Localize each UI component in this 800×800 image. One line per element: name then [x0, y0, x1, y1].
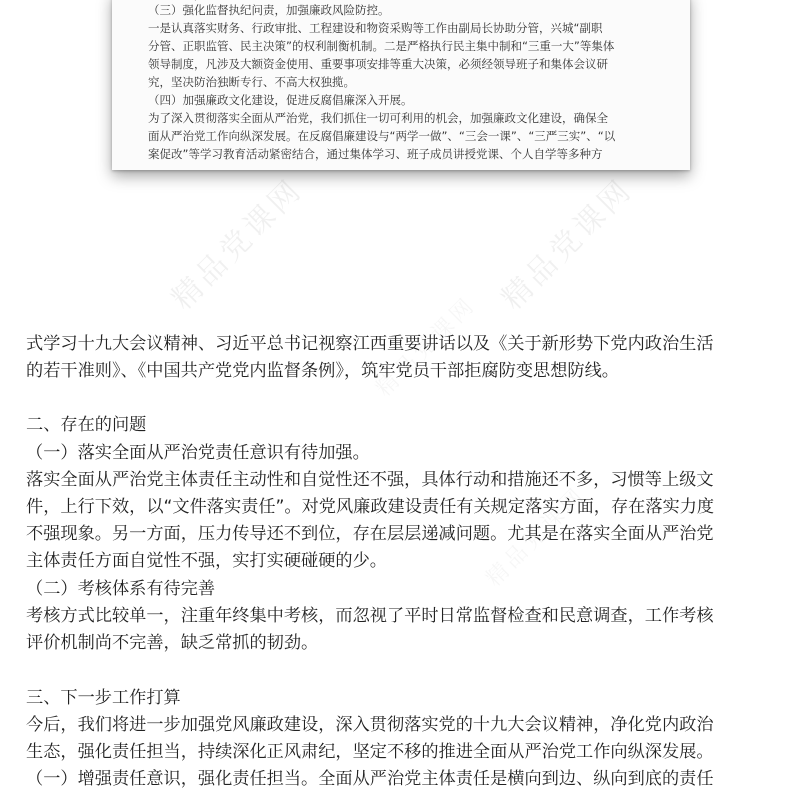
- body-text-line: 不强现象。另一方面，压力传导还不到位，存在层层递减问题。尤其是在落实全面从严治党: [26, 524, 714, 544]
- body-text-line: 的若干准则》、《中国共产党党内监督条例》，筑牢党员干部拒腐防变思想防线。: [26, 361, 619, 381]
- body-text-line: 今后，我们将进一步加强党风廉政建设，深入贯彻落实党的十九大会议精神，净化党内政治: [26, 715, 714, 735]
- body-text-line: 考核方式比较单一，注重年终集中考核，而忽视了平时日常监督检查和民意调查，工作考核: [26, 606, 714, 626]
- subsection-heading: （一）落实全面从严治党责任意识有待加强。: [26, 443, 370, 463]
- snippet-line: 分管、正职监管、民主决策”的权利制衡机制。二是严格执行民主集中制和“三重一大”等集体: [148, 39, 615, 53]
- snippet-line: （四）加强廉政文化建设，促进反腐倡廉深入开展。: [148, 93, 413, 107]
- snippet-line: 为了深入贯彻落实全面从严治党，我们抓住一切可利用的机会，加强廉政文化建设，确保全: [148, 111, 608, 125]
- body-text-line: 评价机制尚不完善，缺乏常抓的韧劲。: [26, 633, 319, 653]
- body-text-line: 式学习十九大会议精神、习近平总书记视察江西重要讲话以及《关于新形势下党内政治生活: [26, 334, 714, 354]
- section-heading: 二、存在的问题: [26, 415, 147, 435]
- watermark: 精品党课网: [164, 171, 310, 317]
- body-text-line: 落实全面从严治党主体责任主动性和自觉性还不强，具体行动和措施还不多，习惯等上级文: [26, 470, 714, 490]
- body-text-line: 主体责任方面自觉性不强，实打实硬碰硬的少。: [26, 551, 387, 571]
- snippet-line: 究，坚决防治独断专行、不高大权独揽。: [148, 75, 355, 89]
- subsection-heading: （一）增强责任意识，强化责任担当。全面从严治党主体责任是横向到边、纵向到底的责任: [26, 769, 714, 789]
- snippet-line: 面从严治党工作向纵深发展。在反腐倡廉建设与“两学一做”、“三会一课”、“三严三实”、“以: [148, 129, 616, 143]
- subsection-heading: （二）考核体系有待完善: [26, 579, 216, 599]
- snippet-line: 一是认真落实财务、行政审批、工程建设和物资采购等工作由副局长协助分管，兴城“副职: [148, 21, 603, 35]
- watermark: 精品党课网: [494, 171, 640, 317]
- snippet-line: 案促改”等学习教育活动紧密结合，通过集体学习、班子成员讲授党课、个人自学等多种方: [148, 147, 603, 161]
- document-preview-image: [112, 0, 690, 170]
- body-text-line: 件，上行下效，以“文件落实责任”。对党风廉政建设责任有关规定落实方面，存在落实力度: [26, 497, 715, 517]
- snippet-line: （三）强化监督执纪问责，加强廉政风险防控。: [148, 3, 390, 17]
- section-heading: 三、下一步工作打算: [26, 688, 181, 708]
- body-text-line: 生态，强化责任担当，持续深化正风肃纪，坚定不移的推进全面从严治党工作向纵深发展。: [26, 742, 714, 762]
- snippet-line: 领导制度，凡涉及大额资金使用、重要事项安排等重大决策，必须经领导班子和集体会议研: [148, 57, 608, 71]
